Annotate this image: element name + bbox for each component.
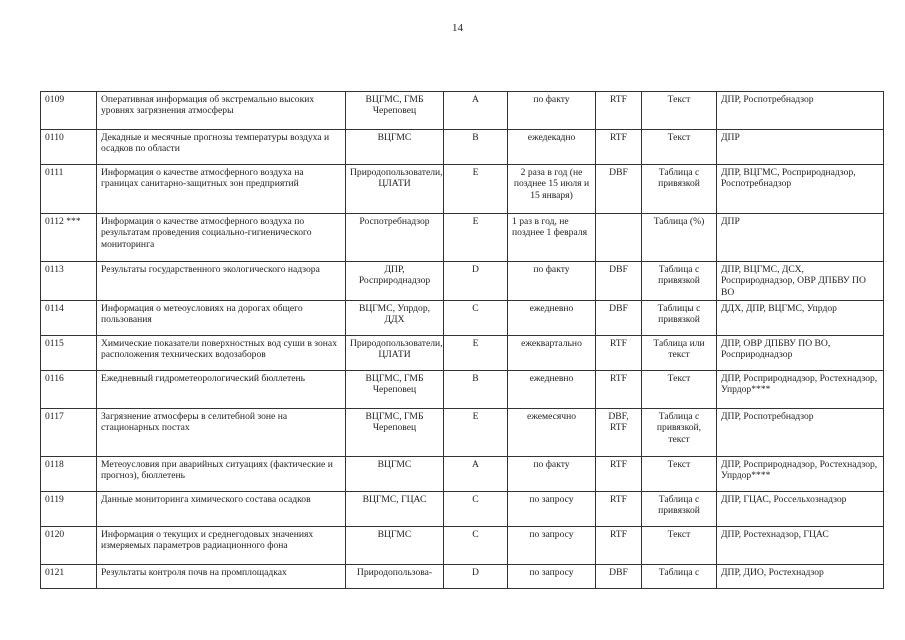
cell-recipients: ДПР	[717, 130, 884, 165]
cell-period: D	[444, 564, 508, 588]
cell-source: ВЦГМС, ГМБ Череповец	[346, 408, 444, 456]
cell-form: Текст	[642, 526, 717, 564]
table-row	[41, 370, 884, 408]
cell-format: RTF	[596, 130, 642, 165]
data-table	[40, 91, 884, 589]
cell-frequency: по запросу	[508, 526, 596, 564]
cell-recipients: ДПР, ВЦГМС, Росприроднадзор, Роспотребнадзор	[717, 165, 884, 214]
cell-recipients: ДПР, ВЦГМС, ДСХ, Росприроднадзор, ОВР ДПБВУ ПО ВО	[717, 262, 884, 301]
cell-recipients: ДПР	[717, 214, 884, 262]
cell-period: E	[444, 165, 508, 214]
cell-frequency: ежеквартально	[508, 335, 596, 370]
cell-frequency: 2 раза в год (не позднее 15 июля и 15 января)	[508, 165, 596, 214]
cell-format: RTF	[596, 335, 642, 370]
cell-code: 0115	[41, 335, 97, 370]
cell-format: DBF, RTF	[596, 408, 642, 456]
cell-source: ВЦГМС, ГМБ Череповец	[346, 92, 444, 130]
cell-period: E	[444, 408, 508, 456]
cell-format: RTF	[596, 92, 642, 130]
cell-format: RTF	[596, 456, 642, 491]
cell-format: DBF	[596, 262, 642, 301]
cell-name: Информация о метеоусловиях на дорогах общего пользования	[97, 300, 346, 335]
cell-name: Метеоусловия при аварийных ситуациях (фактические и прогноз), бюллетень	[97, 456, 346, 491]
cell-frequency: по факту	[508, 92, 596, 130]
cell-code: 0114	[41, 300, 97, 335]
cell-period: A	[444, 92, 508, 130]
cell-name: Результаты контроля почв на промплощадках	[97, 564, 346, 588]
cell-code: 0116	[41, 370, 97, 408]
cell-form: Таблицы с привязкой	[642, 300, 717, 335]
cell-source: Роспотребнадзор	[346, 214, 444, 262]
cell-source: ДПР, Росприроднадзор	[346, 262, 444, 301]
cell-period: D	[444, 262, 508, 301]
cell-frequency: по факту	[508, 456, 596, 491]
cell-code: 0120	[41, 526, 97, 564]
cell-form: Текст	[642, 130, 717, 165]
cell-form: Таблица (%)	[642, 214, 717, 262]
table-row	[41, 408, 884, 456]
cell-format: DBF	[596, 165, 642, 214]
cell-recipients: ДПР, ДИО, Ростехнадзор	[717, 564, 884, 588]
cell-recipients: ДПР, Роспотребнадзор	[717, 92, 884, 130]
cell-form: Текст	[642, 456, 717, 491]
table-row	[41, 262, 884, 301]
cell-name: Ежедневный гидрометеорологический бюллетень	[97, 370, 346, 408]
cell-name: Химические показатели поверхностных вод суши в зонах расположения технических водозаборов	[97, 335, 346, 370]
cell-period: C	[444, 526, 508, 564]
cell-source: ВЦГМС, ГЦАС	[346, 491, 444, 526]
page-number: 14	[452, 22, 463, 34]
cell-format	[596, 214, 642, 262]
cell-period: E	[444, 214, 508, 262]
cell-format: RTF	[596, 526, 642, 564]
table-row	[41, 300, 884, 335]
cell-code: 0119	[41, 491, 97, 526]
cell-recipients: ДПР, ОВР ДПБВУ ПО ВО, Росприроднадзор	[717, 335, 884, 370]
cell-format: RTF	[596, 370, 642, 408]
cell-code: 0109	[41, 92, 97, 130]
cell-frequency: по запросу	[508, 564, 596, 588]
table-row	[41, 214, 884, 262]
cell-name: Информация о текущих и среднегодовых значениях измеряемых параметров радиационного фона	[97, 526, 346, 564]
cell-code: 0110	[41, 130, 97, 165]
cell-period: C	[444, 300, 508, 335]
cell-name: Загрязнение атмосферы в селитебной зоне на стационарных постах	[97, 408, 346, 456]
cell-form: Текст	[642, 92, 717, 130]
cell-form: Таблица с привязкой	[642, 262, 717, 301]
cell-name: Информация о качестве атмосферного воздуха на границах санитарно-защитных зон предприятий	[97, 165, 346, 214]
cell-period: E	[444, 335, 508, 370]
cell-frequency: по факту	[508, 262, 596, 301]
cell-code: 0111	[41, 165, 97, 214]
cell-name: Результаты государственного экологического надзора	[97, 262, 346, 301]
cell-name: Информация о качестве атмосферного воздуха по результатам проведения социально-гигиенического мониторинга	[97, 214, 346, 262]
cell-name: Декадные и месячные прогнозы температуры воздуха и осадков по области	[97, 130, 346, 165]
table-row	[41, 564, 884, 588]
cell-source: Природопользова-	[346, 564, 444, 588]
cell-form: Таблица с	[642, 564, 717, 588]
table-row	[41, 335, 884, 370]
table-row	[41, 526, 884, 564]
cell-form: Текст	[642, 370, 717, 408]
cell-period: C	[444, 491, 508, 526]
cell-code: 0117	[41, 408, 97, 456]
cell-recipients: ДПР, Роспотребнадзор	[717, 408, 884, 456]
cell-recipients: ДПР, ГЦАС, Россельхознадзор	[717, 491, 884, 526]
table-row	[41, 456, 884, 491]
cell-code: 0112 ***	[41, 214, 97, 262]
cell-recipients: ДПР, Росприроднадзор, Ростехнадзор, Упрдор****	[717, 370, 884, 408]
cell-format: DBF	[596, 564, 642, 588]
cell-period: B	[444, 130, 508, 165]
cell-frequency: 1 раз в год, не позднее 1 февраля	[508, 214, 596, 262]
cell-recipients: ДДХ, ДПР, ВЦГМС, Упрдор	[717, 300, 884, 335]
cell-period: B	[444, 370, 508, 408]
cell-period: A	[444, 456, 508, 491]
cell-form: Таблица с привязкой, текст	[642, 408, 717, 456]
cell-source: ВЦГМС, ГМБ Череповец	[346, 370, 444, 408]
cell-name: Данные мониторинга химического состава осадков	[97, 491, 346, 526]
table-row	[41, 92, 884, 130]
cell-recipients: ДПР, Ростехнадзор, ГЦАС	[717, 526, 884, 564]
cell-frequency: ежедневно	[508, 300, 596, 335]
cell-source: ВЦГМС	[346, 526, 444, 564]
cell-form: Таблица с привязкой	[642, 491, 717, 526]
table-row	[41, 130, 884, 165]
cell-frequency: ежедекадно	[508, 130, 596, 165]
cell-source: ВЦГМС	[346, 130, 444, 165]
cell-format: DBF	[596, 300, 642, 335]
cell-code: 0121	[41, 564, 97, 588]
cell-source: ВЦГМС	[346, 456, 444, 491]
table-row	[41, 165, 884, 214]
cell-source: Природопользователи, ЦЛАТИ	[346, 165, 444, 214]
cell-format: RTF	[596, 491, 642, 526]
cell-frequency: ежемесячно	[508, 408, 596, 456]
cell-frequency: ежедневно	[508, 370, 596, 408]
cell-form: Таблица с привязкой	[642, 165, 717, 214]
cell-source: Природопользователи, ЦЛАТИ	[346, 335, 444, 370]
cell-name: Оперативная информация об экстремально высоких уровнях загрязнения атмосферы	[97, 92, 346, 130]
cell-form: Таблица или текст	[642, 335, 717, 370]
cell-code: 0113	[41, 262, 97, 301]
table-row	[41, 491, 884, 526]
cell-code: 0118	[41, 456, 97, 491]
cell-recipients: ДПР, Росприроднадзор, Ростехнадзор, Упрдор****	[717, 456, 884, 491]
cell-source: ВЦГМС, Упрдор, ДДХ	[346, 300, 444, 335]
cell-frequency: по запросу	[508, 491, 596, 526]
